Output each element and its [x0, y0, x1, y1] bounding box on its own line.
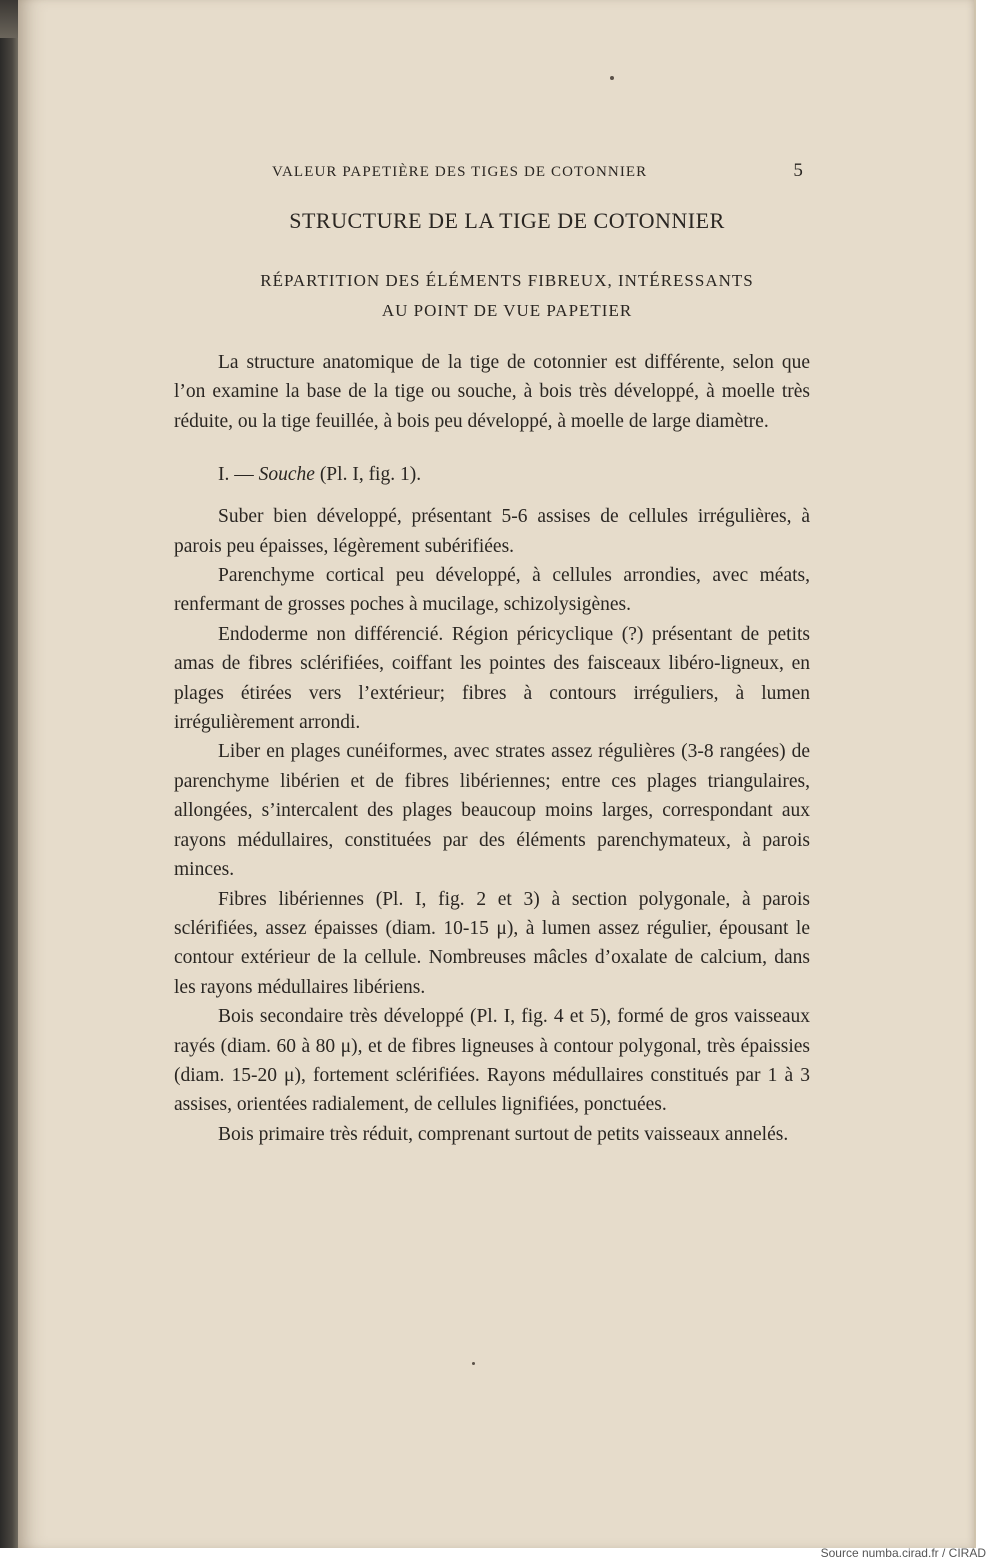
- subsection-title-line1: RÉPARTITION DES ÉLÉMENTS FIBREUX, INTÉRESSANTS: [260, 271, 754, 290]
- paragraph-bois-primaire: Bois primaire très réduit, comprenant surtout de petits vaisseaux annelés.: [218, 1123, 789, 1145]
- intro-paragraph: La structure anatomique de la tige de cotonnier est différente, selon que l’on examine la base de la tige ou souche, à bois très développé, à moelle très réduite, ou la tige feuillée, à bois peu développé, à moelle de large diamètre.: [174, 352, 810, 432]
- subsection-title-line2: AU POINT DE VUE PAPETIER: [381, 301, 633, 320]
- souche-heading: [172, 464, 812, 486]
- paper-speck: [472, 1362, 475, 1365]
- paragraph-endoderme: Endoderme non différencié. Région péricyclique (?) présentant de petits amas de fibres sclérifiées, coiffant les pointes des faisceaux libéro-ligneux, en plages étirées vers l’extérieur; fibres à contours irréguliers, à lumen irrégulièrement arrondi.: [174, 623, 810, 734]
- running-head: [172, 160, 812, 186]
- page-content: [172, 160, 812, 1149]
- subsection-title: [202, 266, 812, 326]
- section-title: STRUCTURE DE LA TIGE DE COTONNIER: [289, 208, 725, 233]
- heading-number: I. —: [218, 464, 254, 486]
- paragraph-bois-secondaire: Bois secondaire très développé (Pl. I, fig. 4 et 5), formé de gros vaisseaux rayés (diam. 60 à 80 μ), et de fibres ligneuses à contour polygonal, très épaissies (diam. 15-20 μ), fortement sclérifiées. Rayons médullaires constitués par 1 à 3 assises, orientées radialement, de cellules lignifiées, ponctuées.: [174, 1006, 810, 1116]
- page-edge: [918, 38, 994, 1538]
- paragraph-fibres: Fibres libériennes (Pl. I, fig. 2 et 3) à section polygonale, à parois sclérifiées, assez épaisses (diam. 10-15 μ), à lumen assez régulier, épousant le contour extérieur de la cellule. Nombreuses mâcles d’oxalate de calcium, dans les rayons médullaires libériens.: [174, 888, 810, 998]
- page-number: 5: [793, 160, 804, 181]
- paragraph-suber: Suber bien développé, présentant 5-6 assises de cellules irrégulières, à parois peu épaisses, légèrement subérifiées.: [174, 506, 810, 557]
- source-credit: Source numba.cirad.fr / CIRAD: [820, 1546, 986, 1560]
- paragraph-parenchyme: Parenchyme cortical peu développé, à cellules arrondies, avec méats, renfermant de grosses poches à mucilage, schizolysigènes.: [174, 565, 810, 616]
- running-head-title: VALEUR PAPETIÈRE DES TIGES DE COTONNIER: [272, 164, 648, 180]
- heading-ref: (Pl. I, fig. 1).: [319, 464, 422, 486]
- heading-term: Souche: [258, 464, 315, 486]
- paragraph-liber: Liber en plages cunéiformes, avec strates assez régulières (3-8 rangées) de parenchyme libérien et de fibres libériennes; entre ces plages triangulaires, allongées, s’intercalent des plages beaucoup moins larges, correspondant aux rayons médullaires, constituées par des éléments parenchymateux, à parois minces.: [174, 741, 810, 881]
- paper-speck: [610, 76, 614, 80]
